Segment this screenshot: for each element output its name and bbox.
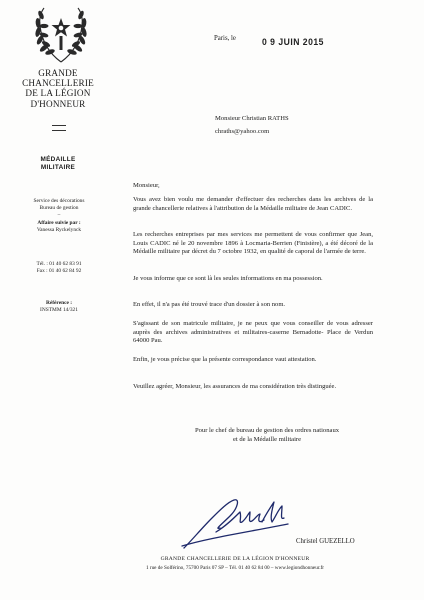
contact-label: Affaire suivie par : [37, 219, 81, 226]
date-stamp: 0 9 JUIN 2015 [262, 36, 324, 48]
paragraph: En effet, il n'a pas été trouvé trace d'un dossier à son nom. [133, 301, 286, 308]
service-info [4, 198, 114, 234]
org-name-line: CHANCELLERIE [22, 78, 94, 89]
recipient-email: chraths@yahoo.com [215, 128, 270, 135]
paragraph: Les recherches entreprises par mes services me permettent de vous confirmer que Jean, Louis CADIC né le 20 novembre 1896 à Locmaria-Berrien (Finistère), a été décoré de la Médaille militaire par décret du 7 octobre 1932, en qualité de caporal de l'armée de terre. [133, 231, 373, 256]
footer-org: GRANDE CHANCELLERIE DE LA LÉGION D'HONNEUR [160, 556, 310, 562]
department-line: MILITAIRE [40, 164, 76, 171]
org-name-line: D'HONNEUR [30, 98, 86, 109]
salutation: Monsieur, [133, 182, 160, 189]
divider [52, 125, 66, 126]
service-line: Bureau de gestion [39, 205, 79, 212]
contact-name: Vanessa Ryckelynck [36, 226, 82, 233]
paragraph: Vous avez bien voulu me demander d'effectuer des recherches dans les archives de la grande chancellerie relatives à l'attribution de la Médaille militaire de Jean CADIC. [133, 196, 373, 212]
recipient-block [215, 112, 289, 138]
org-name-line: GRANDE [38, 68, 78, 78]
contact-numbers [4, 261, 114, 275]
footer-address: 1 rue de Solférino, 75700 Paris 07 SP – Tél. 01 40 62 84 00 – www.legiondhonneur.fr [145, 565, 325, 571]
paragraph: Je vous informe que ce sont là les seules informations en ma possession. [133, 275, 323, 282]
paragraph: Enfin, je vous précise que la présente correspondance vaut attestation. [133, 356, 317, 363]
divider [52, 130, 66, 131]
organization-name [8, 68, 108, 109]
legion-honneur-emblem-icon [22, 4, 100, 66]
paragraph: Veuillez agréer, Monsieur, les assurances de ma considération très distinguée. [133, 383, 337, 390]
recipient-name: Monsieur Christian RATHS [215, 115, 289, 122]
department-heading [8, 156, 108, 172]
reference-block [4, 300, 114, 314]
place-label: Paris, le [214, 35, 236, 42]
paragraph: S'agissant de son matricule militaire, je ne peux que vous conseiller de vous adresser auprès des archives administratives et militaires-caserne Bernadotte- Place de Verdun 64000 Pau. [133, 320, 373, 345]
reference-label: Référence : [45, 300, 73, 306]
reference-value: INSTMM 14/321 [40, 307, 78, 314]
fax-number: Fax : 01 40 62 84 92 [36, 268, 82, 275]
separator: – [57, 212, 61, 219]
closing-line: Pour le chef de bureau de gestion des ordres nationaux [194, 427, 340, 434]
closing-block [157, 427, 377, 445]
org-name-line: DE LA LÉGION [25, 88, 91, 99]
department-line: MÉDAILLE [40, 156, 76, 163]
footer [90, 556, 380, 571]
closing-line: et de la Médaille militaire [232, 435, 302, 443]
signer-name: Christel GUEZELLO [296, 538, 355, 545]
telephone-number: Tél. : 01 40 62 83 91 [36, 261, 82, 267]
service-line: Service des décorations [33, 198, 85, 204]
